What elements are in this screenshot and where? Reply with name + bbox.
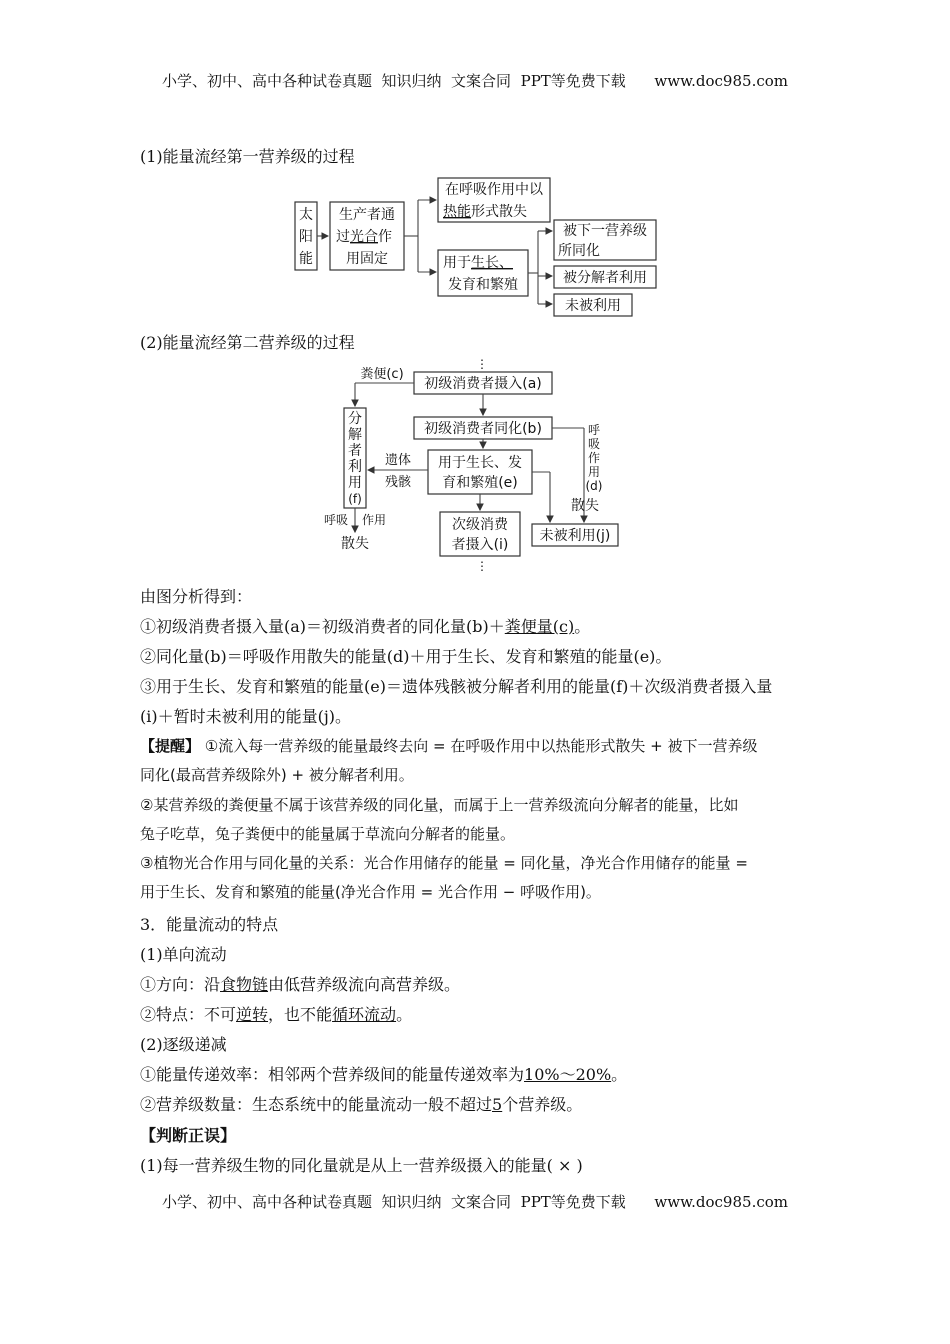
remains-2: 残骸 <box>384 475 412 490</box>
features-s1: (1)单向流动 <box>140 945 227 964</box>
features-efficiency <box>140 1062 627 1085</box>
secondary-text-2: 者摄入(i) <box>451 537 509 553</box>
resp-left: 呼吸 <box>323 513 349 527</box>
intake-text: 初级消费者摄入(a) <box>424 376 542 392</box>
tip-line-2a: ②某营养级的粪便量不属于该营养级的同化量，而属于上一营养级流向分解者的能量，比如 <box>140 796 739 814</box>
page-header: 小学、初中、高中各种试卷真题 知识归纳 文案合同 PPT等免费下载 www.doc985.com <box>161 72 788 90</box>
growth-text-1a: 用于 <box>443 255 471 271</box>
top-dots: ⋮ <box>476 357 488 371</box>
feat-underline-2: 循环流动 <box>332 1005 397 1024</box>
sun-text-1: 太 <box>299 207 313 223</box>
tip-line-3a: ③植物光合作用与同化量的关系：光合作用储存的能量 = 同化量，净光合作用储存的能量 = <box>140 854 748 872</box>
diagram-first-trophic-level <box>290 174 670 320</box>
feat-post: 。 <box>396 1005 413 1024</box>
decomp-3: 者 <box>348 443 362 459</box>
tip-line-1a <box>140 735 757 756</box>
resp-d-5: (d) <box>585 479 603 493</box>
svg-text:过光合作 <box>336 228 392 245</box>
tip-line-1b: 同化(最高营养级除外) + 被分解者利用。 <box>140 766 414 784</box>
sun-text-3: 能 <box>299 251 313 267</box>
producer-text-3: 用固定 <box>346 251 388 267</box>
resp-d-2: 吸 <box>587 437 601 451</box>
feat-pre: ②特点：不可 <box>140 1005 237 1024</box>
section2-title: (2)能量流经第二营养级的过程 <box>140 333 355 352</box>
growth-text-2: 育和繁殖(e) <box>442 475 518 491</box>
next-level-text-2: 所同化 <box>558 243 600 259</box>
eq1-post: 。 <box>574 617 591 636</box>
analysis-eq2: ②同化量(b)＝呼吸作用散失的能量(d)＋用于生长、发育和繁殖的能量(e)。 <box>140 647 672 666</box>
sun-text-2: 阳 <box>299 229 313 245</box>
producer-text-2a: 过 <box>336 229 350 245</box>
dir-post: 由低营养级流向高营养级。 <box>268 975 461 994</box>
resp-right: 作用 <box>361 513 387 527</box>
producer-text-2b: 光合 <box>350 229 378 245</box>
analysis-eq1 <box>140 614 590 637</box>
tip-1a: ①流入每一营养级的能量最终去向 = 在呼吸作用中以热能形式散失 + 被下一营养级 <box>200 737 758 755</box>
bottom-dots: ⋮ <box>476 559 488 573</box>
remains-1: 遗体 <box>384 453 412 468</box>
unused-text: 未被利用(j) <box>539 528 611 544</box>
features-s2: (2)逐级递减 <box>140 1035 227 1054</box>
eq1-underline: 粪便量(c) <box>504 617 575 636</box>
eff-post: 。 <box>611 1065 628 1084</box>
feat-underline-1: 逆转 <box>236 1005 269 1024</box>
feces-label: 粪便(c) <box>360 367 404 382</box>
assimilation-text: 初级消费者同化(b) <box>424 421 542 437</box>
judge-label: 【判断正误】 <box>140 1126 237 1145</box>
growth-text-1: 用于生长、发 <box>438 455 522 471</box>
tips-label: 【提醒】 <box>140 737 201 755</box>
eq1-pre: ①初级消费者摄入量(a)＝初级消费者的同化量(b)＋ <box>140 617 505 636</box>
dissipate-left: 散失 <box>341 536 369 552</box>
svg-text:热能形式散失 <box>443 203 527 220</box>
analysis-eq3b: (i)＋暂时未被利用的能量(j)。 <box>140 707 352 726</box>
resp-d-4: 用 <box>587 465 601 479</box>
producer-text-2c: 作 <box>378 229 392 245</box>
features-heading: 3．能量流动的特点 <box>140 915 279 934</box>
producer-text-1: 生产者通 <box>339 207 395 223</box>
secondary-text-1: 次级消费 <box>452 517 508 533</box>
dir-underline: 食物链 <box>220 975 269 994</box>
diagram-second-trophic-level <box>318 356 630 578</box>
growth-text-2: 发育和繁殖 <box>448 277 518 293</box>
analysis-eq3a: ③用于生长、发育和繁殖的能量(e)＝遗体残骸被分解者利用的能量(f)＋次级消费者摄入量 <box>140 677 773 696</box>
decomposer-text: 被分解者利用 <box>563 270 647 286</box>
page-footer: 小学、初中、高中各种试卷真题 知识归纳 文案合同 PPT等免费下载 www.doc985.com <box>161 1193 788 1211</box>
dissipate-right: 散失 <box>571 498 599 514</box>
num-pre: ②营养级数量：生态系统中的能量流动一般不超过 <box>140 1095 493 1114</box>
eff-pre: ①能量传递效率：相邻两个营养级间的能量传递效率为 <box>140 1065 525 1084</box>
section1-title: (1)能量流经第一营养级的过程 <box>140 147 355 166</box>
growth-text-1b: 生长、 <box>471 255 513 271</box>
unused-text: 未被利用 <box>565 298 621 314</box>
decomp-1: 分 <box>348 411 362 427</box>
features-direction <box>140 972 460 995</box>
feat-mid: ，也不能 <box>268 1005 333 1024</box>
next-level-text-1: 被下一营养级 <box>563 223 647 239</box>
features-levels <box>140 1092 582 1115</box>
num-post: 个营养级。 <box>502 1095 583 1114</box>
respiration-text-1: 在呼吸作用中以 <box>445 182 543 198</box>
analysis-intro: 由图分析得到： <box>140 587 253 606</box>
resp-d-1: 呼 <box>587 423 601 437</box>
resp-d-3: 作 <box>587 451 601 465</box>
svg-text:用于生长、 <box>443 254 513 271</box>
respiration-text-2a: 热能 <box>443 204 471 220</box>
tip-line-2b: 兔子吃草，兔子粪便中的能量属于草流向分解者的能量。 <box>140 825 516 843</box>
respiration-text-2b: 形式散失 <box>471 204 527 220</box>
tip-line-3b: 用于生长、发育和繁殖的能量(净光合作用 = 光合作用 − 呼吸作用)。 <box>140 883 601 901</box>
eff-underline: 10%～20% <box>524 1065 612 1084</box>
features-characteristic <box>140 1002 412 1025</box>
judge-q1: (1)每一营养级生物的同化量就是从上一营养级摄入的能量( × ) <box>140 1156 583 1175</box>
decomp-5: 用 <box>348 475 362 491</box>
decomp-2: 解 <box>348 427 362 443</box>
num-underline: 5 <box>492 1095 503 1114</box>
decomp-6: (f) <box>348 492 362 506</box>
decomp-4: 利 <box>348 459 362 475</box>
dir-pre: ①方向：沿 <box>140 975 221 994</box>
